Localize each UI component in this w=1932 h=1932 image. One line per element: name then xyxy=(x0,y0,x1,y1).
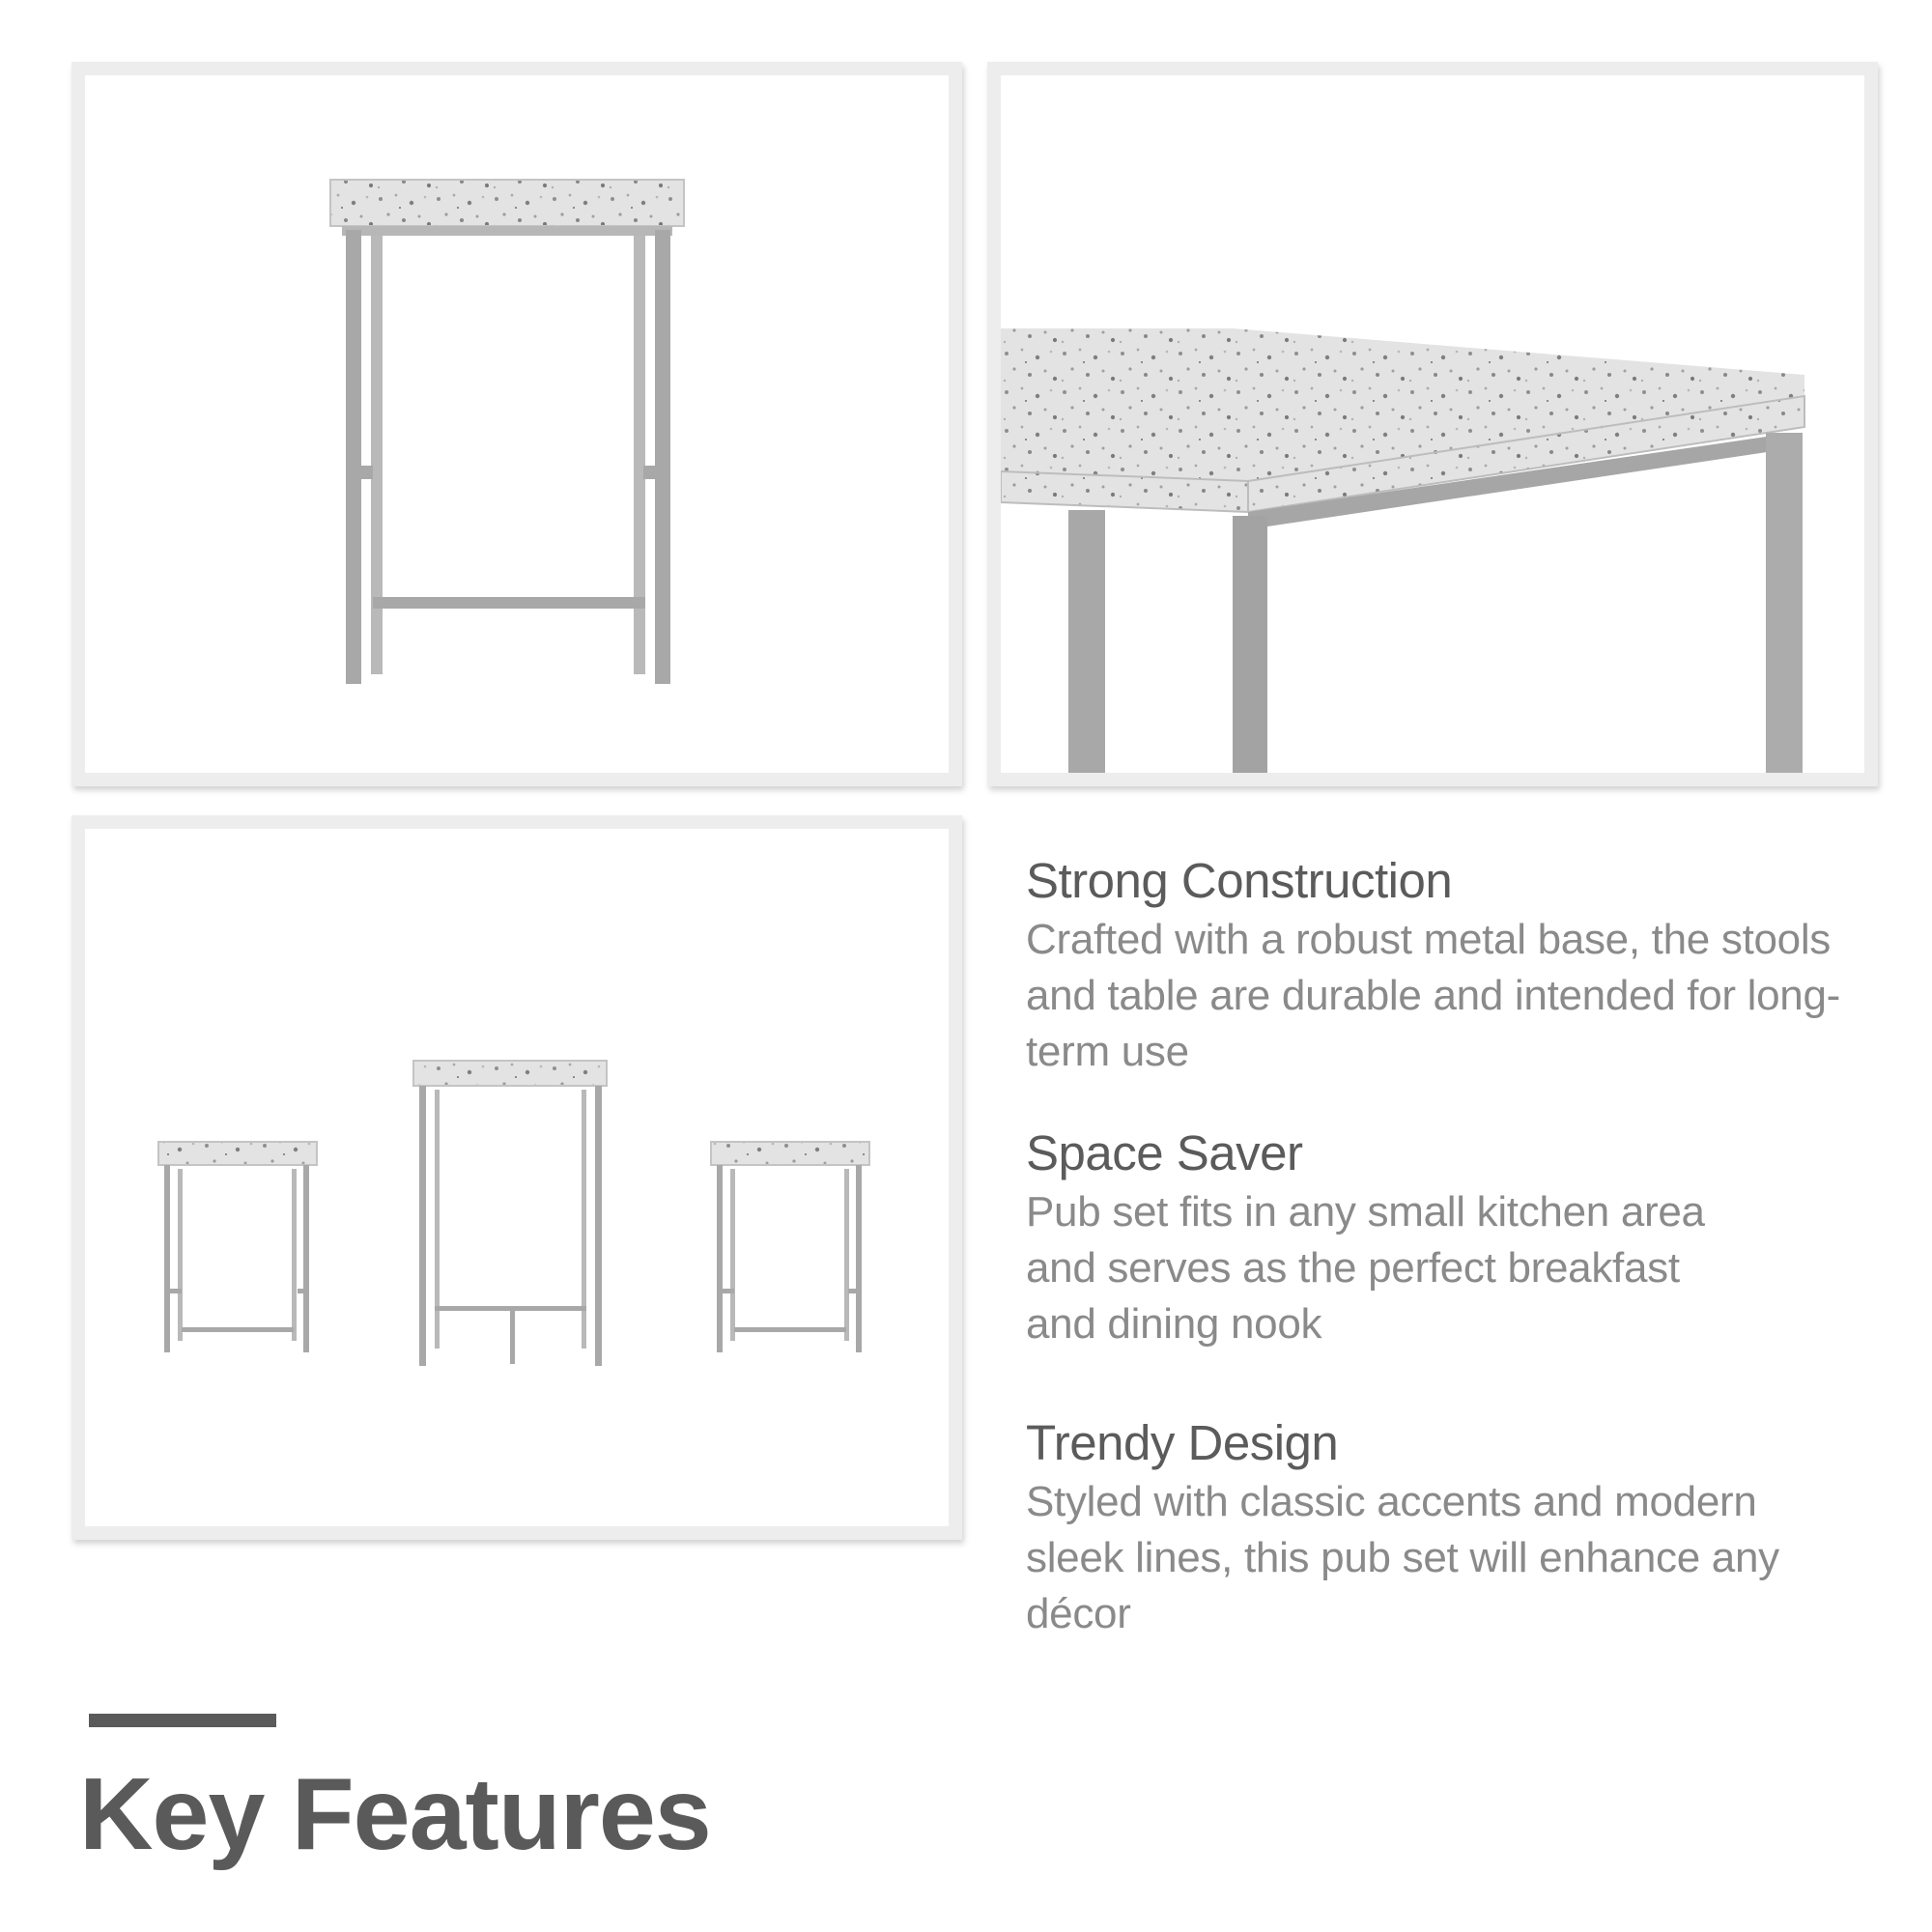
feature-description: Crafted with a robust metal base, the stools and table are durable and intended for long-term use xyxy=(1026,916,1840,1075)
rail-left xyxy=(361,466,373,479)
section-title-rule xyxy=(89,1714,276,1727)
feature-trendy-design xyxy=(1026,1412,1857,1642)
feature-space-saver xyxy=(1026,1122,1760,1352)
leg-right xyxy=(1766,433,1803,773)
table-top-edge xyxy=(342,226,672,236)
table-center xyxy=(413,1061,607,1366)
feature-title: Space Saver xyxy=(1026,1125,1303,1180)
stool-right xyxy=(711,1142,869,1352)
rail-right xyxy=(643,466,657,479)
product-image-table-front xyxy=(71,62,962,786)
rail-bottom xyxy=(373,597,645,609)
pub-set-illustration xyxy=(85,829,949,1526)
table-front-illustration xyxy=(85,75,949,773)
feature-description: Pub set fits in any small kitchen area and serves as the perfect breakfast and dining nook xyxy=(1026,1188,1705,1348)
feature-strong-construction xyxy=(1026,850,1857,1080)
feature-description: Styled with classic accents and modern sleek lines, this pub set will enhance any décor xyxy=(1026,1478,1779,1637)
product-image-pub-set xyxy=(71,815,962,1540)
leg-middle xyxy=(1233,516,1267,773)
feature-title: Strong Construction xyxy=(1026,853,1453,908)
table-top xyxy=(330,180,684,226)
table-closeup-illustration xyxy=(1001,75,1864,773)
product-image-table-closeup xyxy=(987,62,1878,786)
feature-title: Trendy Design xyxy=(1026,1415,1339,1470)
table-closeup xyxy=(1001,328,1804,773)
stool-left xyxy=(158,1142,317,1352)
section-title: Key Features xyxy=(79,1757,711,1871)
table-front xyxy=(330,180,684,684)
leg-front-right xyxy=(655,230,670,684)
leg-left xyxy=(1068,510,1105,773)
leg-front-left xyxy=(346,230,361,684)
